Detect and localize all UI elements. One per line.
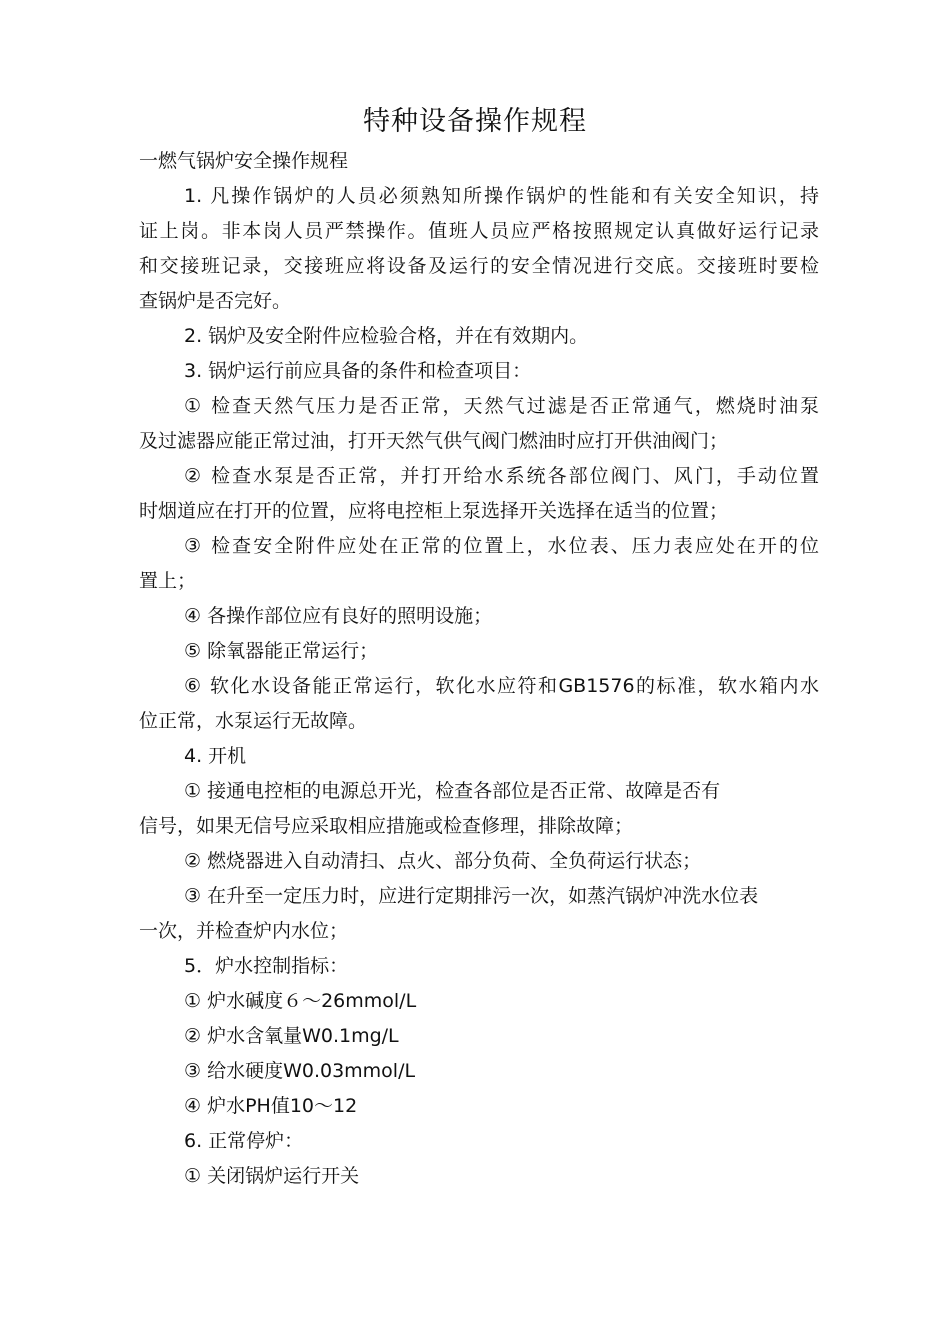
body-line: 位正常，水泵运行无故障。 bbox=[139, 710, 368, 732]
body-line: ① 检查天然气压力是否正常，天然气过滤是否正常通气，燃烧时油泵 bbox=[184, 395, 819, 417]
body-line: ③ 检查安全附件应处在正常的位置上，水位表、压力表应处在开的位 bbox=[184, 535, 819, 557]
body-line: 5．炉水控制指标： bbox=[184, 955, 349, 977]
body-line: 置上； bbox=[139, 570, 197, 592]
body-line: 6. 正常停炉： bbox=[184, 1130, 304, 1152]
document-body bbox=[139, 144, 819, 1194]
body-line: ① 接通电控柜的电源总开光，检查各部位是否正常、故障是否有 bbox=[184, 780, 721, 802]
body-line: ④ 各操作部位应有良好的照明设施； bbox=[184, 605, 493, 627]
body-line: ② 燃烧器进入自动清扫、点火、部分负荷、全负荷运行状态； bbox=[184, 850, 702, 872]
body-line: 一次，并检查炉内水位； bbox=[139, 920, 349, 942]
body-line: 4. 开机 bbox=[184, 745, 247, 767]
body-line: ② 检查水泵是否正常，并打开给水系统各部位阀门、风门，手动位置 bbox=[184, 465, 819, 487]
body-line: 信号，如果无信号应采取相应措施或检查修理，排除故障； bbox=[139, 815, 634, 837]
body-line: ① 炉水碱度６〜26mmol/L bbox=[184, 990, 417, 1012]
body-line: ⑥ 软化水设备能正常运行，软化水应符和GB1576的标准，软水箱内水 bbox=[184, 675, 819, 697]
body-line: ① 关闭锅炉运行开关 bbox=[184, 1165, 360, 1187]
body-line: 2. 锅炉及安全附件应检验合格，并在有效期内。 bbox=[184, 325, 589, 347]
body-line: 及过滤器应能正常过油，打开天然气供气阀门燃油时应打开供油阀门； bbox=[139, 430, 729, 452]
body-line: 和交接班记录，交接班应将设备及运行的安全情况进行交底。交接班时要检 bbox=[139, 255, 819, 277]
body-line: 查锅炉是否完好。 bbox=[139, 290, 292, 312]
section-heading: 一燃气锅炉安全操作规程 bbox=[139, 150, 349, 172]
body-line: ② 炉水含氧量W0.1mg/L bbox=[184, 1025, 399, 1047]
body-line: 时烟道应在打开的位置，应将电控柜上泵选择开关选择在适当的位置； bbox=[139, 500, 729, 522]
document-title: 特种设备操作规程 bbox=[363, 106, 587, 137]
body-line: ③ 在升至一定压力时，应进行定期排污一次，如蒸汽锅炉冲洗水位表 bbox=[184, 885, 759, 907]
body-line: 3. 锅炉运行前应具备的条件和检查项目： bbox=[184, 360, 532, 382]
body-line: ③ 给水硬度W0.03mmol/L bbox=[184, 1060, 416, 1082]
body-line: ④ 炉水PH值10〜12 bbox=[184, 1095, 358, 1117]
body-line: 1. 凡操作锅炉的人员必须熟知所操作锅炉的性能和有关安全知识，持 bbox=[184, 185, 819, 207]
body-line: 证上岗。非本岗人员严禁操作。值班人员应严格按照规定认真做好运行记录 bbox=[139, 220, 819, 242]
body-line: ⑤ 除氧器能正常运行； bbox=[184, 640, 379, 662]
